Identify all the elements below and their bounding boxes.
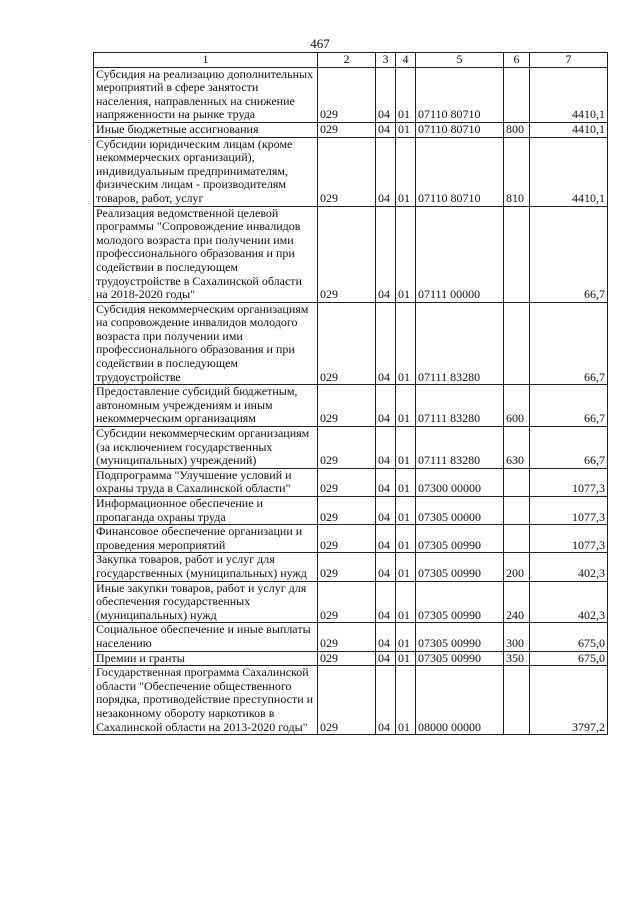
row-subsection-code: 01: [396, 67, 416, 122]
row-section-code: 04: [376, 581, 396, 623]
row-amount: 3797,2: [530, 666, 608, 735]
page-number: 467: [310, 36, 330, 51]
table-row: [94, 623, 608, 651]
table-row: [94, 302, 608, 385]
row-section-code: 04: [376, 67, 396, 122]
row-target-article: 07305 00990: [416, 525, 504, 553]
row-section-code: 04: [376, 623, 396, 651]
row-amount: 4410,1: [530, 67, 608, 122]
row-expense-type: [504, 468, 530, 496]
row-name: Государственная программа Сахалинской области "Обеспечение общественного порядка, противодействие преступности и незаконному обороту наркотиков в Сахалинской области на 2013-2020 годы": [94, 666, 318, 735]
row-target-article: 07305 00990: [416, 553, 504, 581]
header-col-5: 5: [416, 53, 504, 68]
row-target-article: 07110 80710: [416, 67, 504, 122]
row-target-article: 07110 80710: [416, 122, 504, 137]
row-ministry-code: 029: [318, 67, 376, 122]
row-subsection-code: 01: [396, 581, 416, 623]
row-amount: 402,3: [530, 581, 608, 623]
row-ministry-code: 029: [318, 497, 376, 525]
row-name: Закупка товаров, работ и услуг для государственных (муниципальных) нужд: [94, 553, 318, 581]
row-target-article: 07300 00000: [416, 468, 504, 496]
row-amount: 675,0: [530, 651, 608, 666]
row-subsection-code: 01: [396, 206, 416, 302]
row-expense-type: 350: [504, 651, 530, 666]
row-section-code: 04: [376, 666, 396, 735]
row-amount: 1077,3: [530, 497, 608, 525]
table-row: [94, 666, 608, 735]
row-expense-type: [504, 67, 530, 122]
header-col-7: 7: [530, 53, 608, 68]
row-subsection-code: 01: [396, 666, 416, 735]
row-target-article: 07111 83280: [416, 427, 504, 469]
row-expense-type: [504, 497, 530, 525]
row-target-article: 07111 83280: [416, 302, 504, 385]
row-ministry-code: 029: [318, 651, 376, 666]
row-amount: 4410,1: [530, 137, 608, 206]
row-name: Подпрограмма "Улучшение условий и охраны труда в Сахалинской области": [94, 468, 318, 496]
row-section-code: 04: [376, 427, 396, 469]
row-target-article: 07305 00990: [416, 581, 504, 623]
table-row: [94, 427, 608, 469]
row-target-article: 07111 00000: [416, 206, 504, 302]
header-col-3: 3: [376, 53, 396, 68]
row-section-code: 04: [376, 651, 396, 666]
row-subsection-code: 01: [396, 553, 416, 581]
row-name: Субсидии некоммерческим организациям (за исключением государственных (муниципальных) учреждений): [94, 427, 318, 469]
row-target-article: 07111 83280: [416, 385, 504, 427]
row-expense-type: [504, 666, 530, 735]
row-amount: 675,0: [530, 623, 608, 651]
header-col-6: 6: [504, 53, 530, 68]
row-expense-type: 800: [504, 122, 530, 137]
row-ministry-code: 029: [318, 302, 376, 385]
row-section-code: 04: [376, 525, 396, 553]
row-amount: 66,7: [530, 427, 608, 469]
row-target-article: 07305 00990: [416, 623, 504, 651]
row-name: Предоставление субсидий бюджетным, автономным учреждениям и иным некоммерческим организациям: [94, 385, 318, 427]
row-expense-type: 600: [504, 385, 530, 427]
row-ministry-code: 029: [318, 666, 376, 735]
row-section-code: 04: [376, 385, 396, 427]
row-subsection-code: 01: [396, 497, 416, 525]
row-ministry-code: 029: [318, 468, 376, 496]
row-amount: 1077,3: [530, 525, 608, 553]
table-body: [94, 67, 608, 735]
row-section-code: 04: [376, 206, 396, 302]
table-row: [94, 385, 608, 427]
row-section-code: 04: [376, 553, 396, 581]
row-target-article: 07305 00990: [416, 651, 504, 666]
row-amount: 66,7: [530, 206, 608, 302]
row-name: Премии и гранты: [94, 651, 318, 666]
table-row: [94, 67, 608, 122]
row-ministry-code: 029: [318, 525, 376, 553]
row-expense-type: [504, 302, 530, 385]
row-expense-type: [504, 525, 530, 553]
row-subsection-code: 01: [396, 427, 416, 469]
row-name: Социальное обеспечение и иные выплаты населению: [94, 623, 318, 651]
row-expense-type: [504, 206, 530, 302]
row-section-code: 04: [376, 302, 396, 385]
row-ministry-code: 029: [318, 581, 376, 623]
header-col-4: 4: [396, 53, 416, 68]
header-col-2: 2: [318, 53, 376, 68]
row-amount: 66,7: [530, 302, 608, 385]
row-subsection-code: 01: [396, 137, 416, 206]
row-name: Субсидия некоммерческим организациям на сопровождение инвалидов молодого возраста при получении ими профессионального образования и при содействии в последующем трудоустройстве: [94, 302, 318, 385]
row-expense-type: 810: [504, 137, 530, 206]
row-subsection-code: 01: [396, 302, 416, 385]
row-section-code: 04: [376, 122, 396, 137]
row-ministry-code: 029: [318, 385, 376, 427]
header-col-1: 1: [94, 53, 318, 68]
budget-table: [93, 52, 608, 735]
row-ministry-code: 029: [318, 206, 376, 302]
table-row: [94, 468, 608, 496]
row-ministry-code: 029: [318, 122, 376, 137]
row-amount: 402,3: [530, 553, 608, 581]
row-ministry-code: 029: [318, 623, 376, 651]
row-name: Информационное обеспечение и пропаганда охраны труда: [94, 497, 318, 525]
row-name: Иные бюджетные ассигнования: [94, 122, 318, 137]
row-section-code: 04: [376, 497, 396, 525]
table-row: [94, 137, 608, 206]
row-amount: 1077,3: [530, 468, 608, 496]
row-subsection-code: 01: [396, 623, 416, 651]
row-amount: 66,7: [530, 385, 608, 427]
row-name: Субсидия на реализацию дополнительных мероприятий в сфере занятости населения, направленных на снижение напряженности на рынке труда: [94, 67, 318, 122]
row-subsection-code: 01: [396, 525, 416, 553]
header-row: [94, 53, 608, 68]
row-target-article: 07305 00000: [416, 497, 504, 525]
row-ministry-code: 029: [318, 137, 376, 206]
row-expense-type: 240: [504, 581, 530, 623]
table-row: [94, 651, 608, 666]
table-row: [94, 553, 608, 581]
row-expense-type: 300: [504, 623, 530, 651]
row-name: Реализация ведомственной целевой программы "Сопровождение инвалидов молодого возраста при получении ими профессионального образования и при содействии в последующем трудоустройстве в Сахалинской области на 2018-2020 годы": [94, 206, 318, 302]
table-row: [94, 525, 608, 553]
row-target-article: 08000 00000: [416, 666, 504, 735]
row-expense-type: 630: [504, 427, 530, 469]
row-target-article: 07110 80710: [416, 137, 504, 206]
table-row: [94, 581, 608, 623]
row-section-code: 04: [376, 137, 396, 206]
table-row: [94, 122, 608, 137]
table-row: [94, 206, 608, 302]
row-name: Финансовое обеспечение организации и проведения мероприятий: [94, 525, 318, 553]
row-subsection-code: 01: [396, 385, 416, 427]
table-row: [94, 497, 608, 525]
row-subsection-code: 01: [396, 468, 416, 496]
row-section-code: 04: [376, 468, 396, 496]
row-amount: 4410,1: [530, 122, 608, 137]
table-header: [94, 53, 608, 68]
row-name: Иные закупки товаров, работ и услуг для обеспечения государственных (муниципальных) нужд: [94, 581, 318, 623]
row-name: Субсидии юридическим лицам (кроме некоммерческих организаций), индивидуальным предпринимателям, физическим лицам - производителям товаров, работ, услуг: [94, 137, 318, 206]
row-subsection-code: 01: [396, 122, 416, 137]
row-expense-type: 200: [504, 553, 530, 581]
row-ministry-code: 029: [318, 553, 376, 581]
row-ministry-code: 029: [318, 427, 376, 469]
row-subsection-code: 01: [396, 651, 416, 666]
